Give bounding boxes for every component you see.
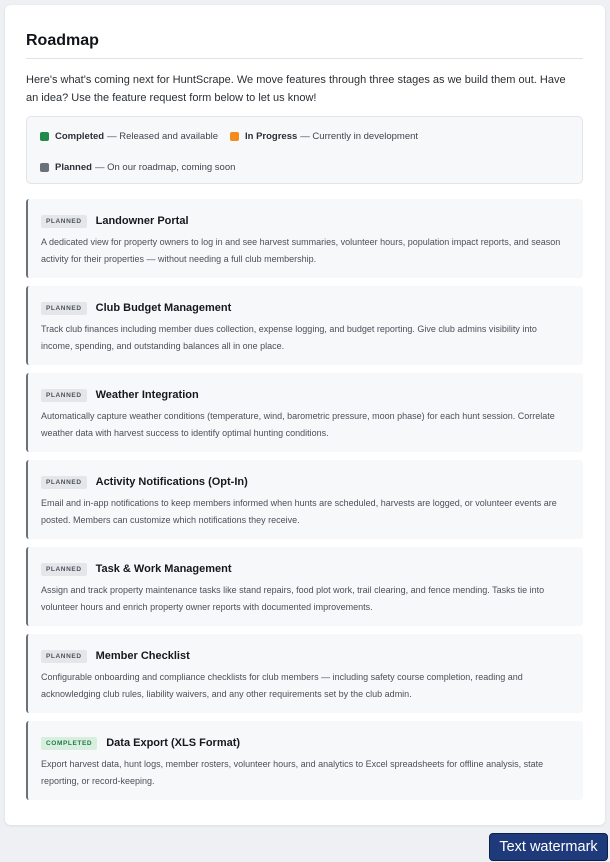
legend-description: — Currently in development [300, 131, 419, 142]
feature-card-club-budget-management [26, 286, 583, 365]
feature-description: Configurable onboarding and compliance checklists for club members — including safety course completion, reading and acknowledging club rules, liability waivers, and any other requirements set by the club admin. [41, 672, 523, 699]
feature-list [26, 199, 583, 800]
feature-description: Export harvest data, hunt logs, member rosters, volunteer hours, and analytics to Excel spreadsheets for offline analysis, state reporting, or record-keeping. [41, 759, 544, 786]
feature-header [41, 648, 569, 664]
text-watermark: Text watermark [489, 833, 608, 861]
status-badge: COMPLETED [41, 737, 97, 750]
status-badge: PLANNED [41, 389, 87, 402]
feature-header [41, 561, 569, 577]
legend-item-in-progress [230, 131, 418, 142]
feature-card-data-export [26, 721, 583, 800]
feature-card-landowner-portal [26, 199, 583, 278]
feature-header [41, 387, 569, 403]
feature-description: Automatically capture weather conditions (temperature, wind, barometric pressure, moon phase) for each hunt session. Correlate weather data with harvest success to identify optimal hunting conditions. [41, 411, 555, 438]
legend-description: — On our roadmap, coming soon [94, 162, 236, 173]
feature-card-weather-integration [26, 373, 583, 452]
feature-card-member-checklist [26, 634, 583, 713]
status-badge: PLANNED [41, 302, 87, 315]
status-badge: PLANNED [41, 215, 87, 228]
feature-header [41, 735, 569, 751]
legend-label: In Progress [245, 131, 298, 142]
status-legend [26, 116, 583, 184]
feature-title: Club Budget Management [95, 302, 232, 314]
intro-text: Here's what's coming next for HuntScrape. We move features through three stages as we build them out. Have an idea? Use the feature request form below to let us know! [26, 74, 566, 104]
feature-description: Assign and track property maintenance tasks like stand repairs, food plot work, trail clearing, and fence mending. Tasks tie into volunteer hours and enrich property owner reports with documented improvements. [41, 585, 545, 612]
feature-header [41, 474, 569, 490]
feature-title: Landowner Portal [95, 215, 189, 227]
status-badge: PLANNED [41, 650, 87, 663]
feature-title: Weather Integration [95, 389, 199, 401]
feature-header [41, 213, 569, 229]
completed-swatch-icon [40, 132, 49, 141]
feature-title: Activity Notifications (Opt-In) [95, 476, 248, 488]
legend-item-completed [40, 131, 218, 142]
legend-label: Completed [55, 131, 105, 142]
status-badge: PLANNED [41, 563, 87, 576]
legend-description: — Released and available [107, 131, 218, 142]
feature-title: Member Checklist [95, 650, 190, 662]
in-progress-swatch-icon [230, 132, 239, 141]
status-badge: PLANNED [41, 476, 87, 489]
legend-item-planned [40, 162, 235, 173]
feature-card-activity-notifications [26, 460, 583, 539]
feature-description: Track club finances including member dues collection, expense logging, and budget reporting. Give club admins visibility into income, spending, and outstanding balances all in one place. [41, 324, 537, 351]
page-title: Roadmap [26, 32, 99, 49]
legend-label: Planned [55, 162, 92, 173]
feature-card-task-work-management [26, 547, 583, 626]
title-divider [26, 58, 583, 59]
feature-title: Data Export (XLS Format) [106, 737, 241, 749]
feature-description: Email and in-app notifications to keep members informed when hunts are scheduled, harvests are logged, or volunteer events are posted. Members can customize which notifications they receive. [41, 498, 557, 525]
roadmap-card [5, 5, 605, 825]
feature-description: A dedicated view for property owners to log in and see harvest summaries, volunteer hours, population impact reports, and season activity for their properties — without needing a full club membership. [41, 237, 561, 264]
planned-swatch-icon [40, 163, 49, 172]
feature-header [41, 300, 569, 316]
feature-title: Task & Work Management [95, 563, 232, 575]
